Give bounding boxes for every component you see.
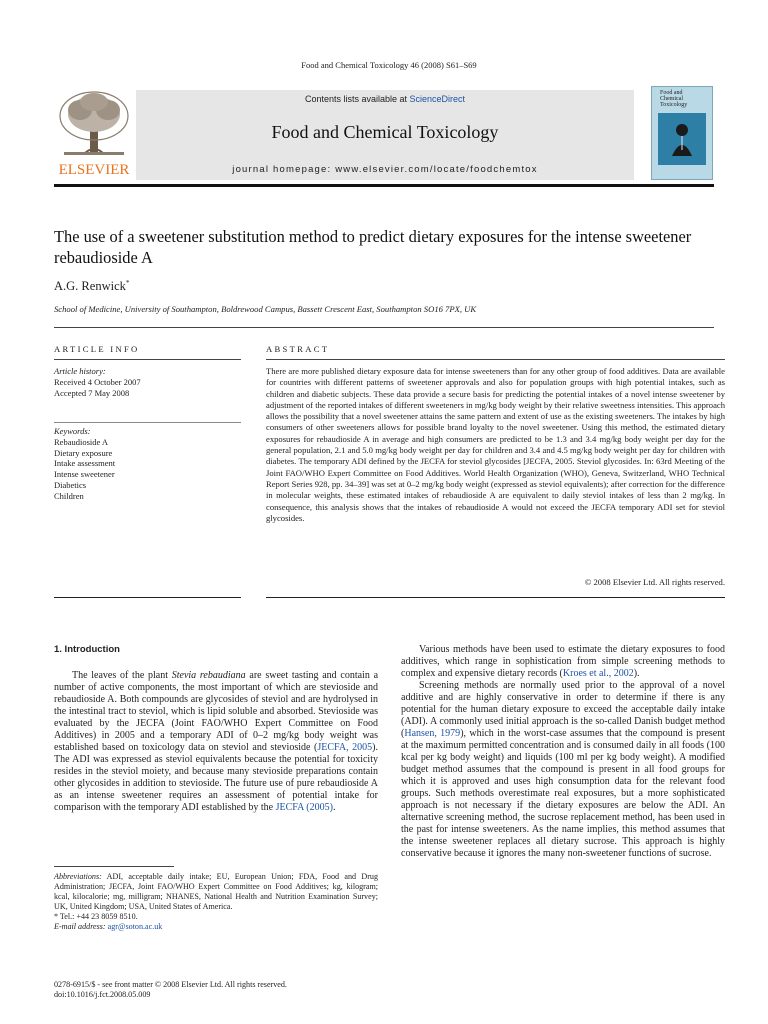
keyword: Intake assessment (54, 458, 116, 469)
footnote-rule (54, 866, 174, 867)
species-name: Stevia rebaudiana (171, 670, 246, 681)
text-run: Screening methods are normally used prior to the approval of a novel additive and are highly conservative in order to determine if there is any potential for the human dietary exposure to exceed the acceptable daily intake (ADI). A commonly used initial approach is the so-called Danish budget method ( (401, 680, 725, 739)
contents-prefix: Contents lists available at (304, 94, 410, 104)
text-run: ). (633, 668, 640, 679)
journal-banner (136, 90, 634, 180)
keyword: Dietary exposure (54, 447, 113, 458)
journal-cover-thumbnail (651, 86, 713, 180)
body-column-right (401, 644, 725, 860)
journal-homepage[interactable]: journal homepage: www.elsevier.com/locate/foodchemtox (232, 164, 538, 175)
article-info-heading: ARTICLE INFO (54, 344, 140, 354)
cover-emblem-icon (668, 120, 696, 158)
cover-title-line: Chemical (660, 96, 683, 102)
sciencedirect-link[interactable]: ScienceDirect (409, 94, 466, 104)
contents-line (136, 94, 634, 104)
front-matter-notes (54, 980, 287, 1000)
abstract-heading: ABSTRACT (266, 344, 330, 354)
corresponding-author-mark[interactable]: * (125, 279, 130, 287)
elsevier-wordmark: ELSEVIER (58, 162, 130, 178)
abstract-top-rule (266, 359, 725, 360)
article-info-bottom-rule (54, 597, 241, 598)
text-run: ). The ADI was expressed as steviol equivalents because the potential for toxicity resides in the steviol moiety, and because many stevioside preparations contain other glycosides in addition to stevioside. The future use of pure rebaudioside A as an intense sweetener requires an assessment of potential intake for comparison with the temporary ADI established by the (54, 742, 379, 813)
issn-line: 0278-6915/$ - see front matter © 2008 Elsevier Ltd. All rights reserved. (54, 980, 287, 989)
paragraph (401, 680, 725, 860)
keywords-block (54, 426, 115, 502)
article-title: The use of a sweetener substitution method to predict dietary exposures for the intense sweetener rebaudioside A (54, 227, 692, 267)
keyword: Intense sweetener (54, 469, 115, 480)
cover-title (660, 90, 712, 108)
article-info-top-rule (54, 359, 241, 360)
received-date: Received 4 October 2007 (54, 376, 141, 387)
author-name: A.G. Renwick (54, 279, 126, 294)
keyword: Diabetics (54, 479, 87, 490)
abbreviations-footnote (54, 872, 378, 912)
footnotes (54, 872, 378, 932)
abstract-copyright: © 2008 Elsevier Ltd. All rights reserved. (584, 577, 725, 587)
doi-line[interactable]: doi:10.1016/j.fct.2008.05.009 (54, 990, 151, 999)
journal-citation: Food and Chemical Toxicology 46 (2008) S61–S69 (301, 60, 477, 70)
elsevier-logo (54, 86, 134, 180)
paragraph (401, 644, 725, 680)
abstract-bottom-rule (266, 597, 725, 598)
article-history (54, 366, 141, 398)
paragraph (54, 670, 378, 814)
telephone-footnote: * Tel.: +44 23 8059 8510. (54, 912, 138, 921)
section-heading: 1. Introduction (54, 644, 120, 655)
citation-link[interactable]: JECFA (2005) (275, 802, 333, 813)
elsevier-tree-icon (54, 86, 134, 180)
accepted-date: Accepted 7 May 2008 (54, 387, 130, 398)
keyword: Children (54, 490, 84, 501)
citation-link[interactable]: Hansen, 1979 (404, 728, 461, 739)
header-rule (54, 184, 714, 187)
title-rule (54, 327, 714, 328)
text-run: are sweet tasting and contain a number of active components, the most important of which are stevioside and rebaudioside A. Both compounds are glycosides of steviol and are hydrolysed in the intestinal tract to steviol, which is lipid soluble and absorbed. Stevioside was evaluated by the JECFA (Joint FAO/WHO Expert Committee on Food Additives) in 2005 and a temporary ADI of 0–2 mg/kg body weight was established based on toxicology data on steviol and stevioside ( (54, 670, 379, 753)
cover-title-line: Food and (660, 90, 683, 96)
abstract-text: There are more published dietary exposure data for intense sweeteners than for any other group of food additives. Data are available for countries with different patterns of sweetener approvals and also for population groups with high potential intakes, such as children and diabetic subjects. These data provide a secure basis for predicting the potential intakes of a novel intense sweetener by adjustment of the reported intakes of different sweeteners in mg/kg body weight by their relative sweetness intensities. This approach allows the possibility that a novel sweetener attains the same pattern and extent of use as the existing sweeteners. The intakes by high consumers of other sweeteners allows for possible brand loyalty to the novel sweetener. Using this method, the estimated dietary exposures for rebaudioside A in average and high consumers are predicted to be 1.3 and 3.4 mg/kg body weight per day for the general population, 2.1 and 5.0 mg/kg body weight per day for children and 3.4 and 4.5 mg/kg body weight per day for children with diabetes. The temporary ADI defined by the JECFA for steviol glycosides [JECFA, 2005. Steviol glycosides. In: 63rd Meeting of the Joint FAO/WHO Expert Committee on Food Additives. World Health Organization (WHO), Geneva, Switzerland, WHO Technical Report Series 928, pp. 34–39] was set at 0–2 mg/kg body weight (expressed as steviol equivalents); after correction for the difference in molecular weights, these estimated intakes of rebaudioside A are equivalent to daily steviol intakes of less than 2 mg/kg. In consequence, this analysis shows that the intakes of rebaudioside A would not exceed the JECFA temporary ADI set for steviol glycosides. (266, 366, 725, 523)
text-run: The leaves of the plant (72, 670, 172, 681)
abbreviations-text: ADI, acceptable daily intake; EU, European Union; FDA, Food and Drug Administration; JECFA, Joint FAO/WHO Expert Committee on Food Additives; kg, kilogram; kcal, kilocalorie; mg, milligram; NHANES, National Health and Nutrition Examination Survey; UK, United Kingdom; USA, United States of America. (54, 872, 378, 911)
text-run: Various methods have been used to estimate the dietary exposures to food additives, which range in sophistication from simple screening methods to complex and expensive dietary records ( (401, 644, 725, 679)
citation-link[interactable]: Kroes et al., 2002 (562, 668, 634, 679)
email-label: E-mail address: (54, 922, 106, 931)
journal-name: Food and Chemical Toxicology (271, 122, 499, 142)
text-run: ), which in the worst-case assumes that the compound is present at the maximum permitted concentration and is consumed daily in all foods (100 kcal per kg body weight) and liquids (100 ml per kg body weight). A modified budget method assumes that the compound is present in all food groups for which it is approved and uses high consumption data for the relevant food groups. Such methods overestimate real exposures, but a more sophisticated approach is not necessary if the dietary exposures are below the ADI. An alternative screening method, the sucrose replacement method, has been used in the past for intense sweeteners. As the name implies, this method assumes that the intense sweetener replaces all dietary sucrose. This approach is highly conservative because it ignores the many non-sweetener functions of sucrose. (401, 728, 725, 859)
email-link[interactable]: agr@soton.ac.uk (107, 922, 163, 931)
abbreviations-label: Abbreviations: (54, 872, 102, 881)
article-info-mid-rule (54, 422, 241, 423)
email-footnote (54, 922, 378, 932)
author-line (54, 279, 129, 294)
cover-band (658, 113, 706, 165)
author-affiliation: School of Medicine, University of Southampton, Boldrewood Campus, Bassett Crescent East, Southampton SO16 7PX, UK (54, 304, 477, 314)
keywords-label: Keywords: (54, 426, 91, 436)
cover-title-line: Toxicology (660, 102, 688, 108)
keyword: Rebaudioside A (54, 436, 109, 447)
citation-link[interactable]: JECFA, 2005 (317, 742, 373, 753)
history-label: Article history: (54, 366, 106, 376)
body-column-left (54, 670, 378, 814)
text-run: . (332, 802, 336, 813)
